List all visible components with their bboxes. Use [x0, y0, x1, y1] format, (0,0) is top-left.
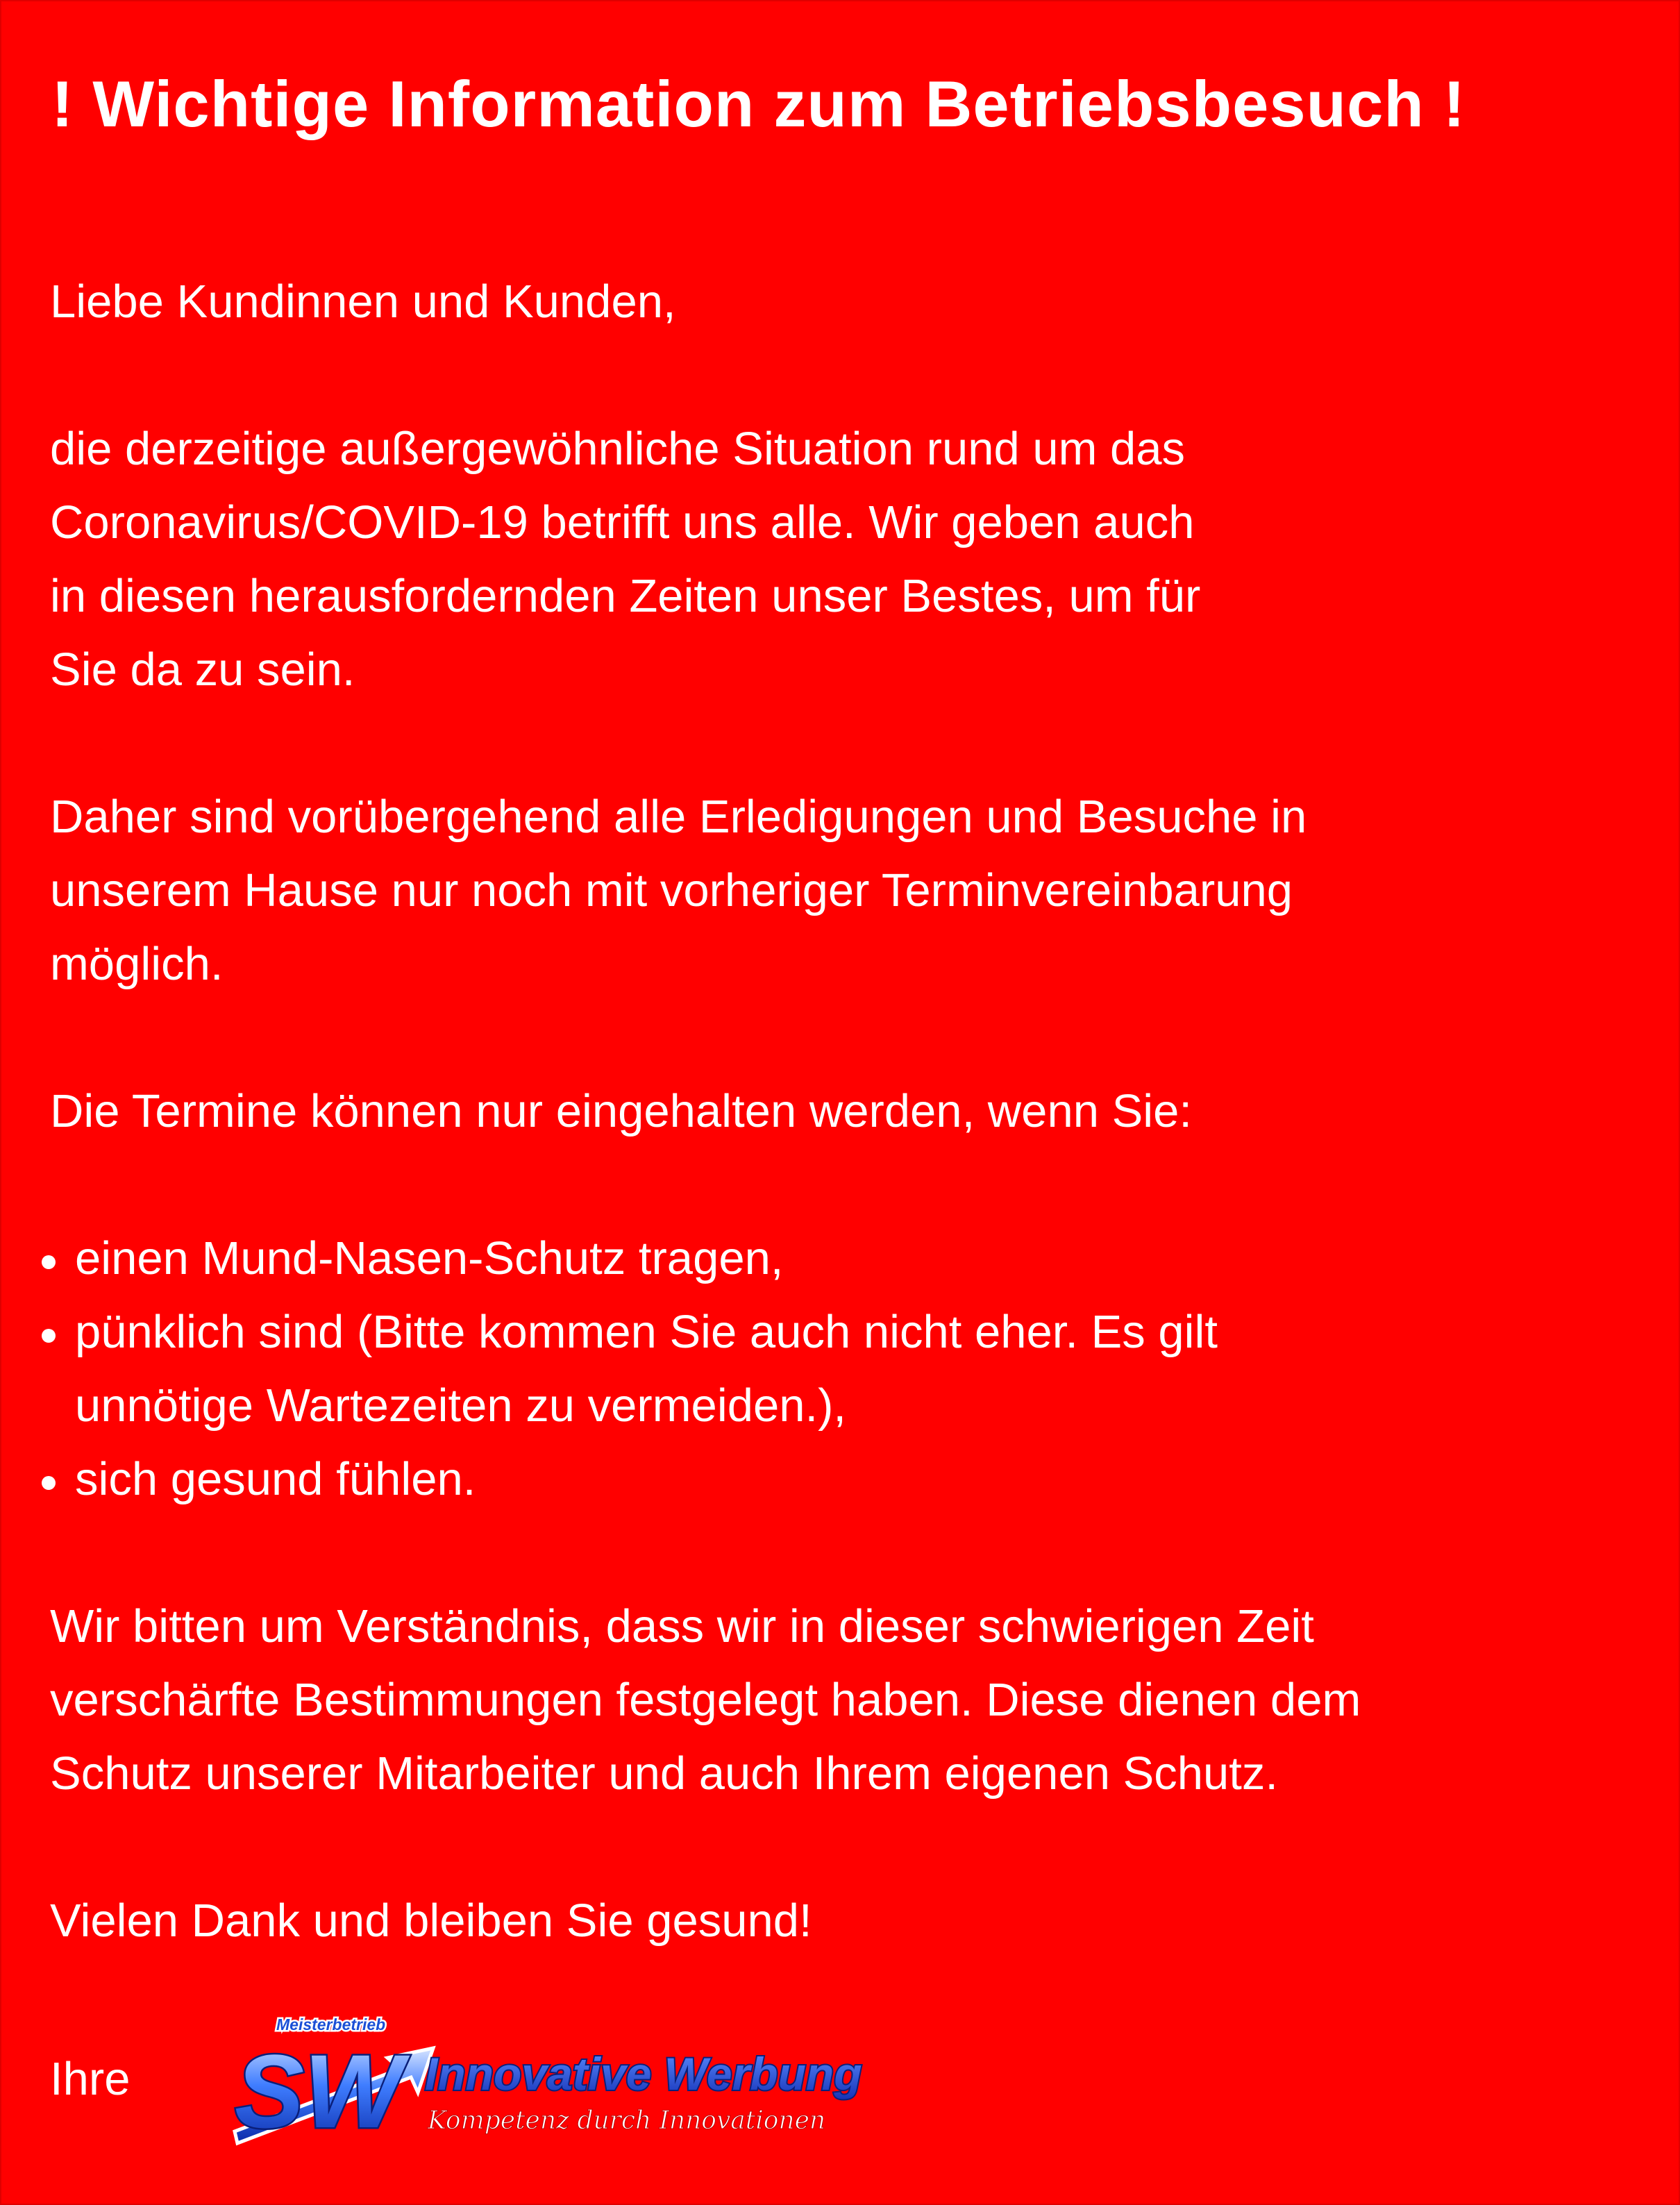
logo-slogan: Kompetenz durch Innovationen: [428, 2106, 826, 2135]
conditions-list: [50, 1222, 1633, 1516]
list-item-text: einen Mund-Nasen-Schutz tragen,: [75, 1232, 784, 1284]
list-item: [49, 1443, 1633, 1516]
paragraph-line: Schutz unserer Mitarbeiter und auch Ihrem eigenen Schutz.: [50, 1747, 1279, 1800]
paragraph-line: Coronavirus/COVID-19 betrifft uns alle. Wir geben auch: [50, 496, 1195, 548]
bullet-icon: [42, 1329, 56, 1343]
bullet-icon: [42, 1255, 56, 1269]
list-item: [49, 1296, 1633, 1443]
thanks-line: Vielen Dank und bleiben Sie gesund!: [50, 1895, 812, 1947]
sign-off: Ihre: [50, 2053, 131, 2105]
logo-badge: Meisterbetrieb: [276, 2015, 386, 2034]
list-item-text: sich gesund fühlen.: [75, 1453, 476, 1505]
conditions-intro: Die Termine können nur eingehalten werden, wenn Sie:: [50, 1085, 1193, 1137]
logo-monogram: SW: [235, 2033, 403, 2149]
logo-company-name: Innovative Werbung: [425, 2048, 862, 2099]
paragraph-line: verschärfte Bestimmungen festgelegt haben. Diese dienen dem: [50, 1674, 1361, 1726]
paragraph-line: möglich.: [50, 938, 224, 990]
paragraph-line: Wir bitten um Verständnis, dass wir in dieser schwierigen Zeit: [50, 1600, 1314, 1652]
bullet-icon: [42, 1476, 56, 1490]
list-item-text: unnötige Wartezeiten zu vermeiden.),: [75, 1380, 847, 1432]
greeting: Liebe Kundinnen und Kunden,: [50, 276, 676, 328]
list-item: [49, 1222, 1633, 1296]
paragraph-line: unserem Hause nur noch mit vorheriger Terminvereinbarung: [50, 864, 1293, 916]
paragraph-line: in diesen herausfordernden Zeiten unser Bestes, um für: [50, 570, 1201, 622]
notice-title: ! Wichtige Information zum Betriebsbesuch !: [51, 67, 1466, 140]
paragraph-line: die derzeitige außergewöhnliche Situation rund um das: [50, 423, 1186, 475]
notice-body: [50, 265, 1633, 1958]
company-logo: [210, 1994, 876, 2161]
list-item-text: pünklich sind (Bitte kommen Sie auch nicht eher. Es gilt: [75, 1306, 1218, 1358]
paragraph-line: Daher sind vorübergehend alle Erledigungen und Besuche in: [50, 791, 1307, 843]
paragraph-line: Sie da zu sein.: [50, 644, 355, 696]
